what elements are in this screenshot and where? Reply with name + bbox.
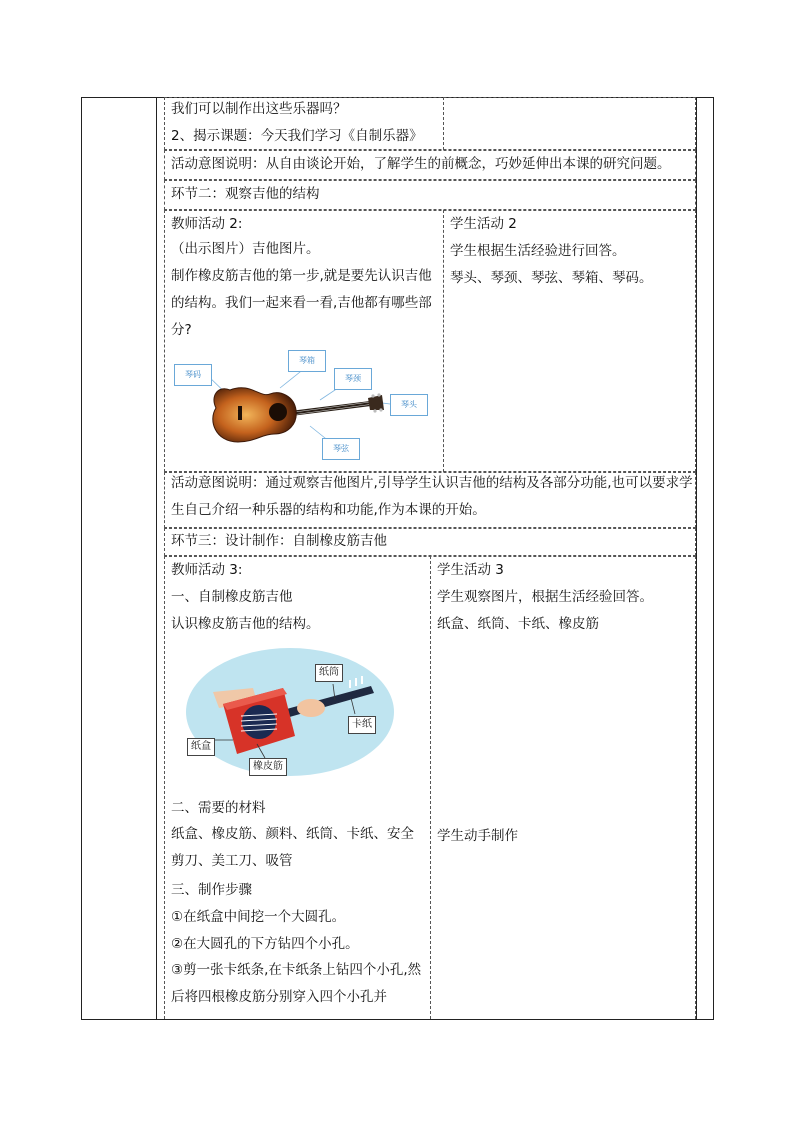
diy-guitar-image xyxy=(183,644,398,780)
student-activity-3-line-2: 纸盒、纸筒、卡纸、橡皮筋 xyxy=(437,616,599,632)
guitar-soundhole xyxy=(269,403,287,421)
guitar-label-strings: 琴弦 xyxy=(322,438,360,460)
left-column-divider xyxy=(156,97,157,1019)
student-activity-2-title: 学生活动 2 xyxy=(450,216,517,232)
guitar-label-body: 琴箱 xyxy=(288,350,326,372)
intro-line-2: 2、揭示课题：今天我们学习《自制乐器》 xyxy=(171,128,423,144)
student-make-text: 学生动手制作 xyxy=(437,828,518,844)
teacher-activity-2-line-1: （出示图片）吉他图片。 xyxy=(171,241,320,257)
teacher-activity-3-line-2: 认识橡皮筋吉他的结构。 xyxy=(171,616,320,632)
materials-text: 纸盒、橡皮筋、颜料、纸筒、卡纸、安全剪刀、美工刀、吸管 xyxy=(171,826,414,869)
right-column-divider xyxy=(696,97,697,1019)
student-activity-2-line-1: 学生根据生活经验进行回答。 xyxy=(450,243,626,259)
guitar-bridge xyxy=(238,406,242,420)
teacher-activity-3-title: 教师活动 3: xyxy=(171,562,243,578)
diy-label-tube: 纸筒 xyxy=(315,664,343,682)
guitar-label-neck: 琴颈 xyxy=(334,368,372,390)
step-1: ①在纸盒中间挖一个大圆孔。 xyxy=(171,909,346,925)
diy-hand xyxy=(297,699,325,717)
section3-column-divider xyxy=(430,556,431,1019)
diy-soundhole xyxy=(242,705,276,739)
student-activity-3-line-1: 学生观察图片，根据生活经验回答。 xyxy=(437,589,653,605)
teacher-activity-3-line-1: 一、自制橡皮筋吉他 xyxy=(171,589,293,605)
diy-label-band: 橡皮筋 xyxy=(249,758,287,776)
teacher-activity-2-line-2: 制作橡皮筋吉他的第一步,就是要先认识吉他的结构。我们一起来看一看,吉他都有哪些部分? xyxy=(171,268,432,338)
intro-line-1: 我们可以制作出这些乐器吗？ xyxy=(171,101,347,117)
guitar-head xyxy=(368,395,384,410)
diy-guitar-figure xyxy=(183,644,398,780)
section2-column-divider xyxy=(443,210,444,472)
student-activity-3-title: 学生活动 3 xyxy=(437,562,504,578)
diy-label-card: 卡纸 xyxy=(348,716,376,734)
guitar-label-head: 琴头 xyxy=(390,394,428,416)
intro-column-divider xyxy=(443,97,444,150)
step-3: ③剪一张卡纸条,在卡纸条上钻四个小孔,然后将四根橡皮筋分别穿入四个小孔并 xyxy=(171,962,422,1005)
teacher-activity-2-title: 教师活动 2: xyxy=(171,216,243,232)
materials-title: 二、需要的材料 xyxy=(171,800,266,816)
guitar-figure xyxy=(170,350,440,460)
section2-title: 环节二：观察吉他的结构 xyxy=(171,186,320,202)
diy-label-box: 纸盒 xyxy=(187,738,215,756)
guitar-label-bridge: 琴码 xyxy=(174,364,212,386)
steps-title: 三、制作步骤 xyxy=(171,882,252,898)
intent2-text: 活动意图说明：通过观察吉他图片,引导学生认识吉他的结构及各部分功能,也可以要求学生自己介绍一种乐器的结构和功能,作为本课的开始。 xyxy=(171,475,693,518)
section3-title: 环节三：设计制作：自制橡皮筋吉他 xyxy=(171,533,387,549)
intent1-text: 活动意图说明：从自由谈论开始，了解学生的前概念，巧妙延伸出本课的研究问题。 xyxy=(171,156,671,172)
student-activity-2-line-2: 琴头、琴颈、琴弦、琴箱、琴码。 xyxy=(450,270,653,286)
step-2: ②在大圆孔的下方钻四个小孔。 xyxy=(171,936,359,952)
